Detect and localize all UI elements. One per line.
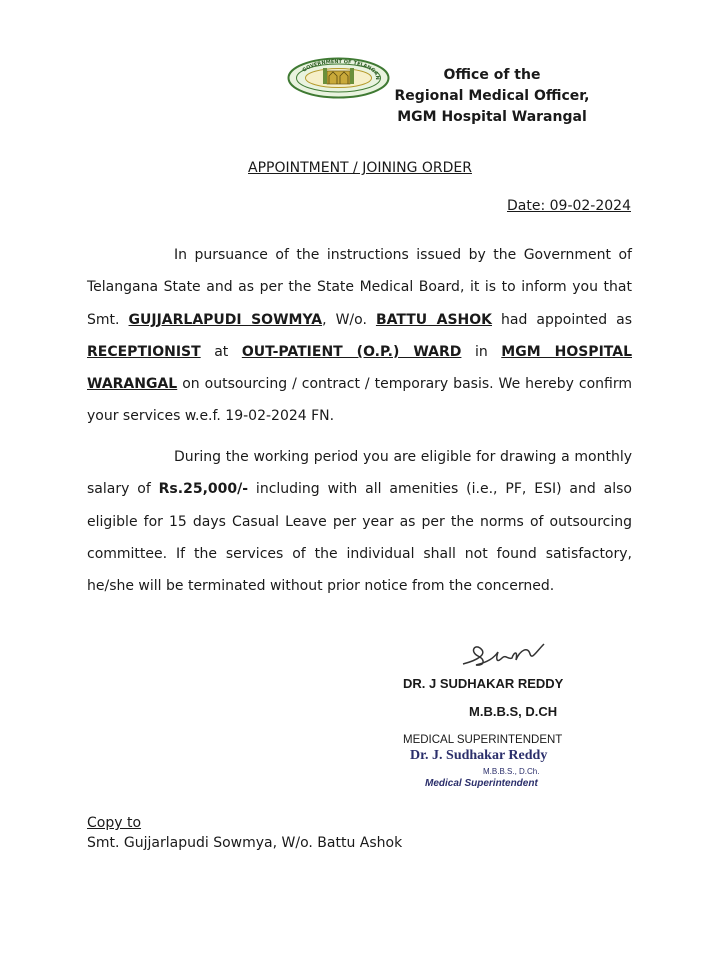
document-title: APPOINTMENT / JOINING ORDER — [248, 160, 472, 176]
office-line-1: Office of the — [443, 67, 541, 83]
copy-to-heading: Copy to — [87, 815, 142, 831]
copy-to-recipient: Smt. Gujjarlapudi Sowmya, W/o. Battu Ashok — [87, 835, 403, 851]
ward-name: OUT-PATIENT (O.P.) WARD — [241, 343, 462, 360]
hospital-name: MGM HOSPITAL WARANGAL — [87, 343, 632, 393]
paragraph-salary: During the working period you are eligible for drawing a monthly salary of Rs.25,000/- including with all amenities (i.e., PF, ESI) and also eligible for 15 days Casual Leave per year as per the norms of outsourcing committee. If the services of the individual shall not found satisfactory, he/she will be terminated without prior notice from the concerned. — [87, 449, 632, 595]
svg-text:GOVERNMENT OF TELANGANA: GOVERNMENT OF TELANGAN — [301, 58, 381, 80]
signatory-name: DR. J SUDHAKAR REDDY — [403, 676, 564, 691]
signatory-designation: MEDICAL SUPERINTENDENT — [403, 734, 563, 746]
signature-icon — [458, 640, 553, 672]
stamp-qualification: M.B.B.S., D.Ch. — [483, 767, 540, 776]
appointee-name: GUJJARLAPUDI SOWMYA — [128, 311, 323, 328]
office-line-2: Regional Medical Officer, — [394, 88, 590, 104]
paragraph-appointment: In pursuance of the instructions issued by the Government of Telangana State and as per the State Medical Board, it is to inform you that Smt. GUJJARLAPUDI SOWMYA, W/o. BATTU ASHOK had appointed as RECEPTIONIST at OUT-PATIENT (O.P.) WARD in MGM HOSPITAL WARANGAL on outsourcing / contract / temporary basis. We hereby confirm your services w.e.f. 19-02-2024 FN. — [87, 247, 632, 425]
post-name: RECEPTIONIST — [87, 343, 201, 360]
stamp-designation: Medical Superintendent — [425, 778, 538, 789]
husband-name: BATTU ASHOK — [375, 311, 492, 328]
order-date: Date: 09-02-2024 — [507, 198, 631, 214]
office-address — [362, 65, 622, 128]
copy-to-block — [87, 813, 402, 853]
stamp-name: Dr. J. Sudhakar Reddy — [410, 748, 548, 763]
signatory-qualification: M.B.B.S, D.CH — [469, 704, 558, 719]
salary-amount: Rs.25,000/- — [158, 481, 249, 498]
office-line-3: MGM Hospital Warangal — [397, 109, 587, 125]
